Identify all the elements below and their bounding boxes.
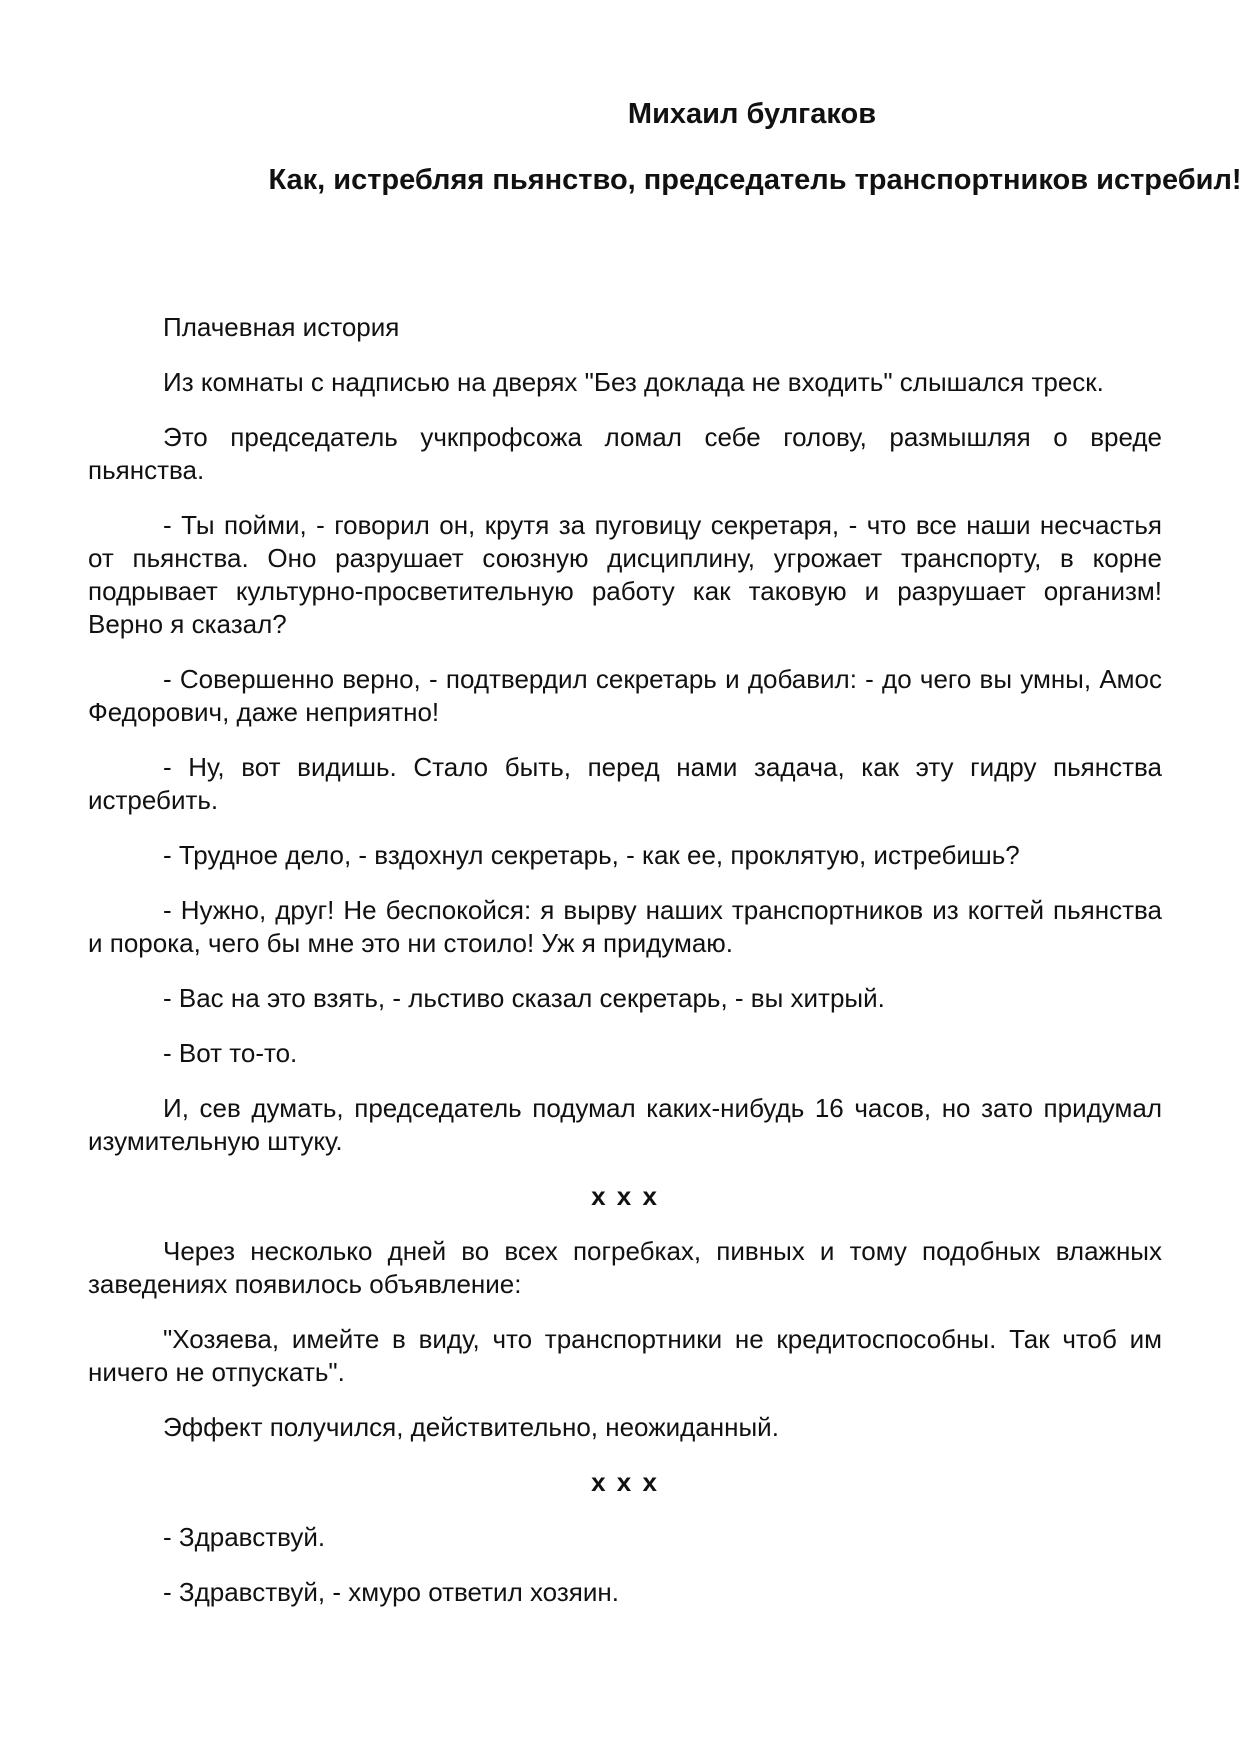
section-separator: x x x bbox=[591, 1467, 659, 1497]
paragraph: "Хозяева, имейте в виду, что транспортники не кредитоспособны. Так чтоб им ничего не отпускать". bbox=[88, 1324, 1162, 1387]
paragraph: Через несколько дней во всех погребках, пивных и тому подобных влажных заведениях появилось объявление: bbox=[88, 1236, 1162, 1299]
section-separator: x x x bbox=[591, 1181, 659, 1211]
paragraph: - Здравствуй, - хмуро ответил хозяин. bbox=[163, 1577, 619, 1607]
story-title: Как, истребляя пьянство, председатель транспортников истребил! bbox=[268, 164, 1242, 196]
paragraph: - Вас на это взять, - льстиво сказал секретарь, - вы хитрый. bbox=[163, 983, 885, 1013]
author-name: Михаил булгаков bbox=[627, 98, 877, 130]
story-body bbox=[88, 311, 1162, 1631]
paragraph: - Вот то-то. bbox=[163, 1038, 298, 1068]
paragraph: Из комнаты с надписью на дверях "Без доклада не входить" слышался треск. bbox=[163, 367, 1104, 397]
paragraph: - Трудное дело, - вздохнул секретарь, - как ее, проклятую, истребишь? bbox=[163, 840, 1020, 870]
paragraph: Это председатель учкпрофсожа ломал себе голову, размышляя о вреде пьянства. bbox=[88, 422, 1162, 485]
paragraph: - Нужно, друг! Не беспокойся: я вырву наших транспортников из когтей пьянства и порока, чего бы мне это ни стоило! Уж я придумаю. bbox=[88, 895, 1162, 958]
paragraph: Плачевная история bbox=[163, 312, 400, 342]
paragraph: - Совершенно верно, - подтвердил секретарь и добавил: - до чего вы умны, Амос Федорович, даже неприятно! bbox=[88, 664, 1162, 727]
paragraph: - Ты пойми, - говорил он, крутя за пуговицу секретаря, - что все наши несчастья от пьянства. Оно разрушает союзную дисциплину, угрожает транспорту, в корне подрывает культурно-просветительную работу как таковую и разрушает организм! Верно я сказал? bbox=[88, 510, 1162, 639]
paragraph: - Ну, вот видишь. Стало быть, перед нами задача, как эту гидру пьянства истребить. bbox=[88, 752, 1162, 815]
paragraph: Эффект получился, действительно, неожиданный. bbox=[163, 1412, 779, 1442]
paragraph: - Здравствуй. bbox=[163, 1522, 326, 1552]
paragraph: И, сев думать, председатель подумал каких-нибудь 16 часов, но зато придумал изумительную штуку. bbox=[88, 1093, 1162, 1156]
